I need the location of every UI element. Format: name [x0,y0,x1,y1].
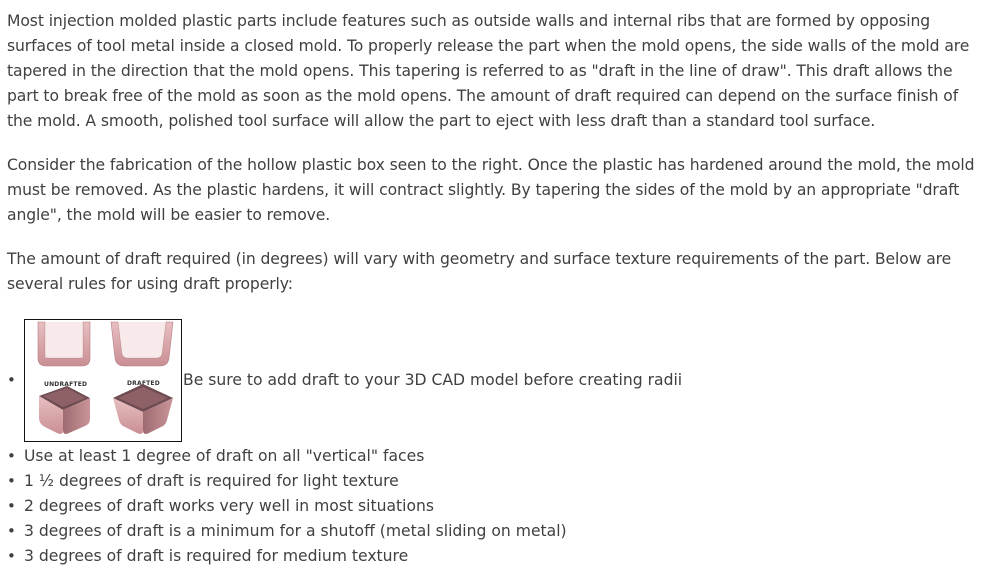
bullet-icon: • [7,371,16,389]
undrafted-label: UNDRAFTED [44,381,88,388]
rule-text: 2 degrees of draft works very well in most situations [24,497,435,515]
draft-rules-intro-paragraph: The amount of draft required (in degrees) will vary with geometry and surface texture requirements of the part. Below are several rules for using draft properly: [7,250,952,293]
list-item [7,319,982,444]
draft-comparison-image [24,319,182,442]
intro-paragraph: Most injection molded plastic parts include features such as outside walls and internal ribs that are formed by opposing surfaces of tool metal inside a closed mold. To properly release the part when the mold opens, the side walls of the mold are tapered in the direction that the mold opens. This tapering is referred to as "draft in the line of draw". This draft allows the part to break free of the mold as soon as the mold opens. The amount of draft required can depend on the surface finish of the mold. A smooth, polished tool surface will allow the part to eject with less draft than a standard tool surface. [7,12,970,130]
list-item [7,519,982,544]
article-body [7,9,982,565]
draft-rules-list [7,319,982,569]
rule-text: Be sure to add draft to your 3D CAD model before creating radii [183,371,683,389]
bullet-icon: • [7,522,16,540]
list-item [7,469,982,494]
drafted-label: DRAFTED [127,380,160,387]
rule-text: 3 degrees of draft is a minimum for a shutoff (metal sliding on metal) [24,522,567,540]
bullet-icon: • [7,497,16,515]
bullet-icon: • [7,547,16,565]
bullet-icon: • [7,472,16,490]
list-item [7,444,982,469]
rule-text: 3 degrees of draft is required for medium texture [24,547,409,565]
hollow-box-paragraph: Consider the fabrication of the hollow plastic box seen to the right. Once the plastic has hardened around the mold, the mold must be removed. As the plastic hardens, it will contract slightly. By tapering the sides of the mold by an appropriate "draft angle", the mold will be easier to remove. [7,156,975,224]
list-item [7,544,982,569]
list-item [7,494,982,519]
rule-text: Use at least 1 degree of draft on all "vertical" faces [24,447,425,465]
bullet-icon: • [7,447,16,465]
rule-text: 1 ½ degrees of draft is required for light texture [24,472,399,490]
